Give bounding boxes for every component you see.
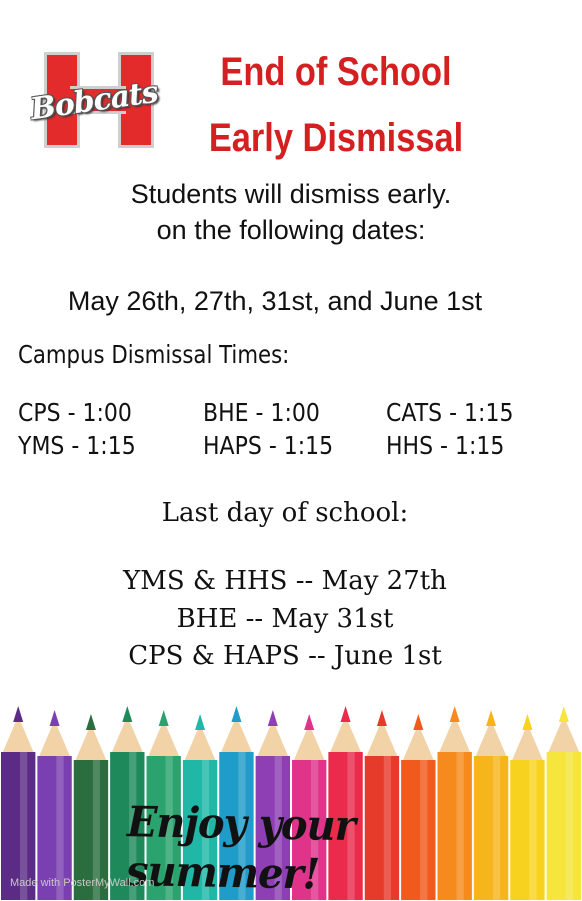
intro-line-2: on the following dates: [156,215,426,245]
pencil-tip [522,714,532,730]
pencil-highlight [566,752,573,900]
campus-time: YMS - 1:15 [18,431,136,460]
pencil-tip [559,706,569,722]
pencil-tip [86,714,96,730]
pencil-highlight [457,752,464,900]
pencil [474,710,508,900]
campus-time: HHS - 1:15 [386,431,505,460]
pencil-tip [231,706,241,722]
logo-script-text: Bobcats [28,74,160,128]
campus-time: BHE - 1:00 [203,398,320,427]
last-day-line: YMS & HHS -- May 27th [123,566,447,596]
last-day-line: BHE -- May 31st [176,604,394,634]
last-day-line: CPS & HAPS -- June 1st [128,641,442,671]
poster-credit: Made with PosterMyWall.com [10,877,155,889]
last-day-heading: Last day of school: [161,498,409,528]
title-line-2: Early Dismissal [208,116,464,160]
campus-times-heading: Campus Dismissal Times: [18,340,290,369]
bobcats-logo [28,52,160,148]
pencil-tip [377,710,387,726]
pencil-body [510,760,544,900]
campus-time: HAPS - 1:15 [203,431,334,460]
pencil-tip [195,714,205,730]
campus-time: CPS - 1:00 [18,398,132,427]
pencil-tip [268,710,278,726]
pencil-body [547,752,581,900]
pencil-tip [304,714,314,730]
pencil [1,706,35,900]
pencil-tip [122,706,132,722]
pencil-tip [341,706,351,722]
pencil [37,710,71,900]
pencil [510,714,544,900]
pencil-body [474,756,508,900]
times-row [0,431,582,465]
enjoy-summer-text: Enjoy your summer! [125,797,356,899]
pencil-highlight [493,756,500,900]
pencil-tip [486,710,496,726]
pencil-highlight [529,760,536,900]
pencil-tip [413,714,423,730]
pencil [547,706,581,900]
title-line-1: End of School [220,50,452,94]
pencil-tip [13,706,23,722]
intro-line-1: Students will dismiss early. [130,179,452,209]
pencil-tip [50,710,60,726]
pencil-tip [450,706,460,722]
dismissal-dates: May 26th, 27th, 31st, and June 1st [67,286,483,316]
pencil-tip [159,710,169,726]
pencil [74,714,108,900]
campus-time: CATS - 1:15 [386,398,514,427]
times-row [0,398,582,432]
